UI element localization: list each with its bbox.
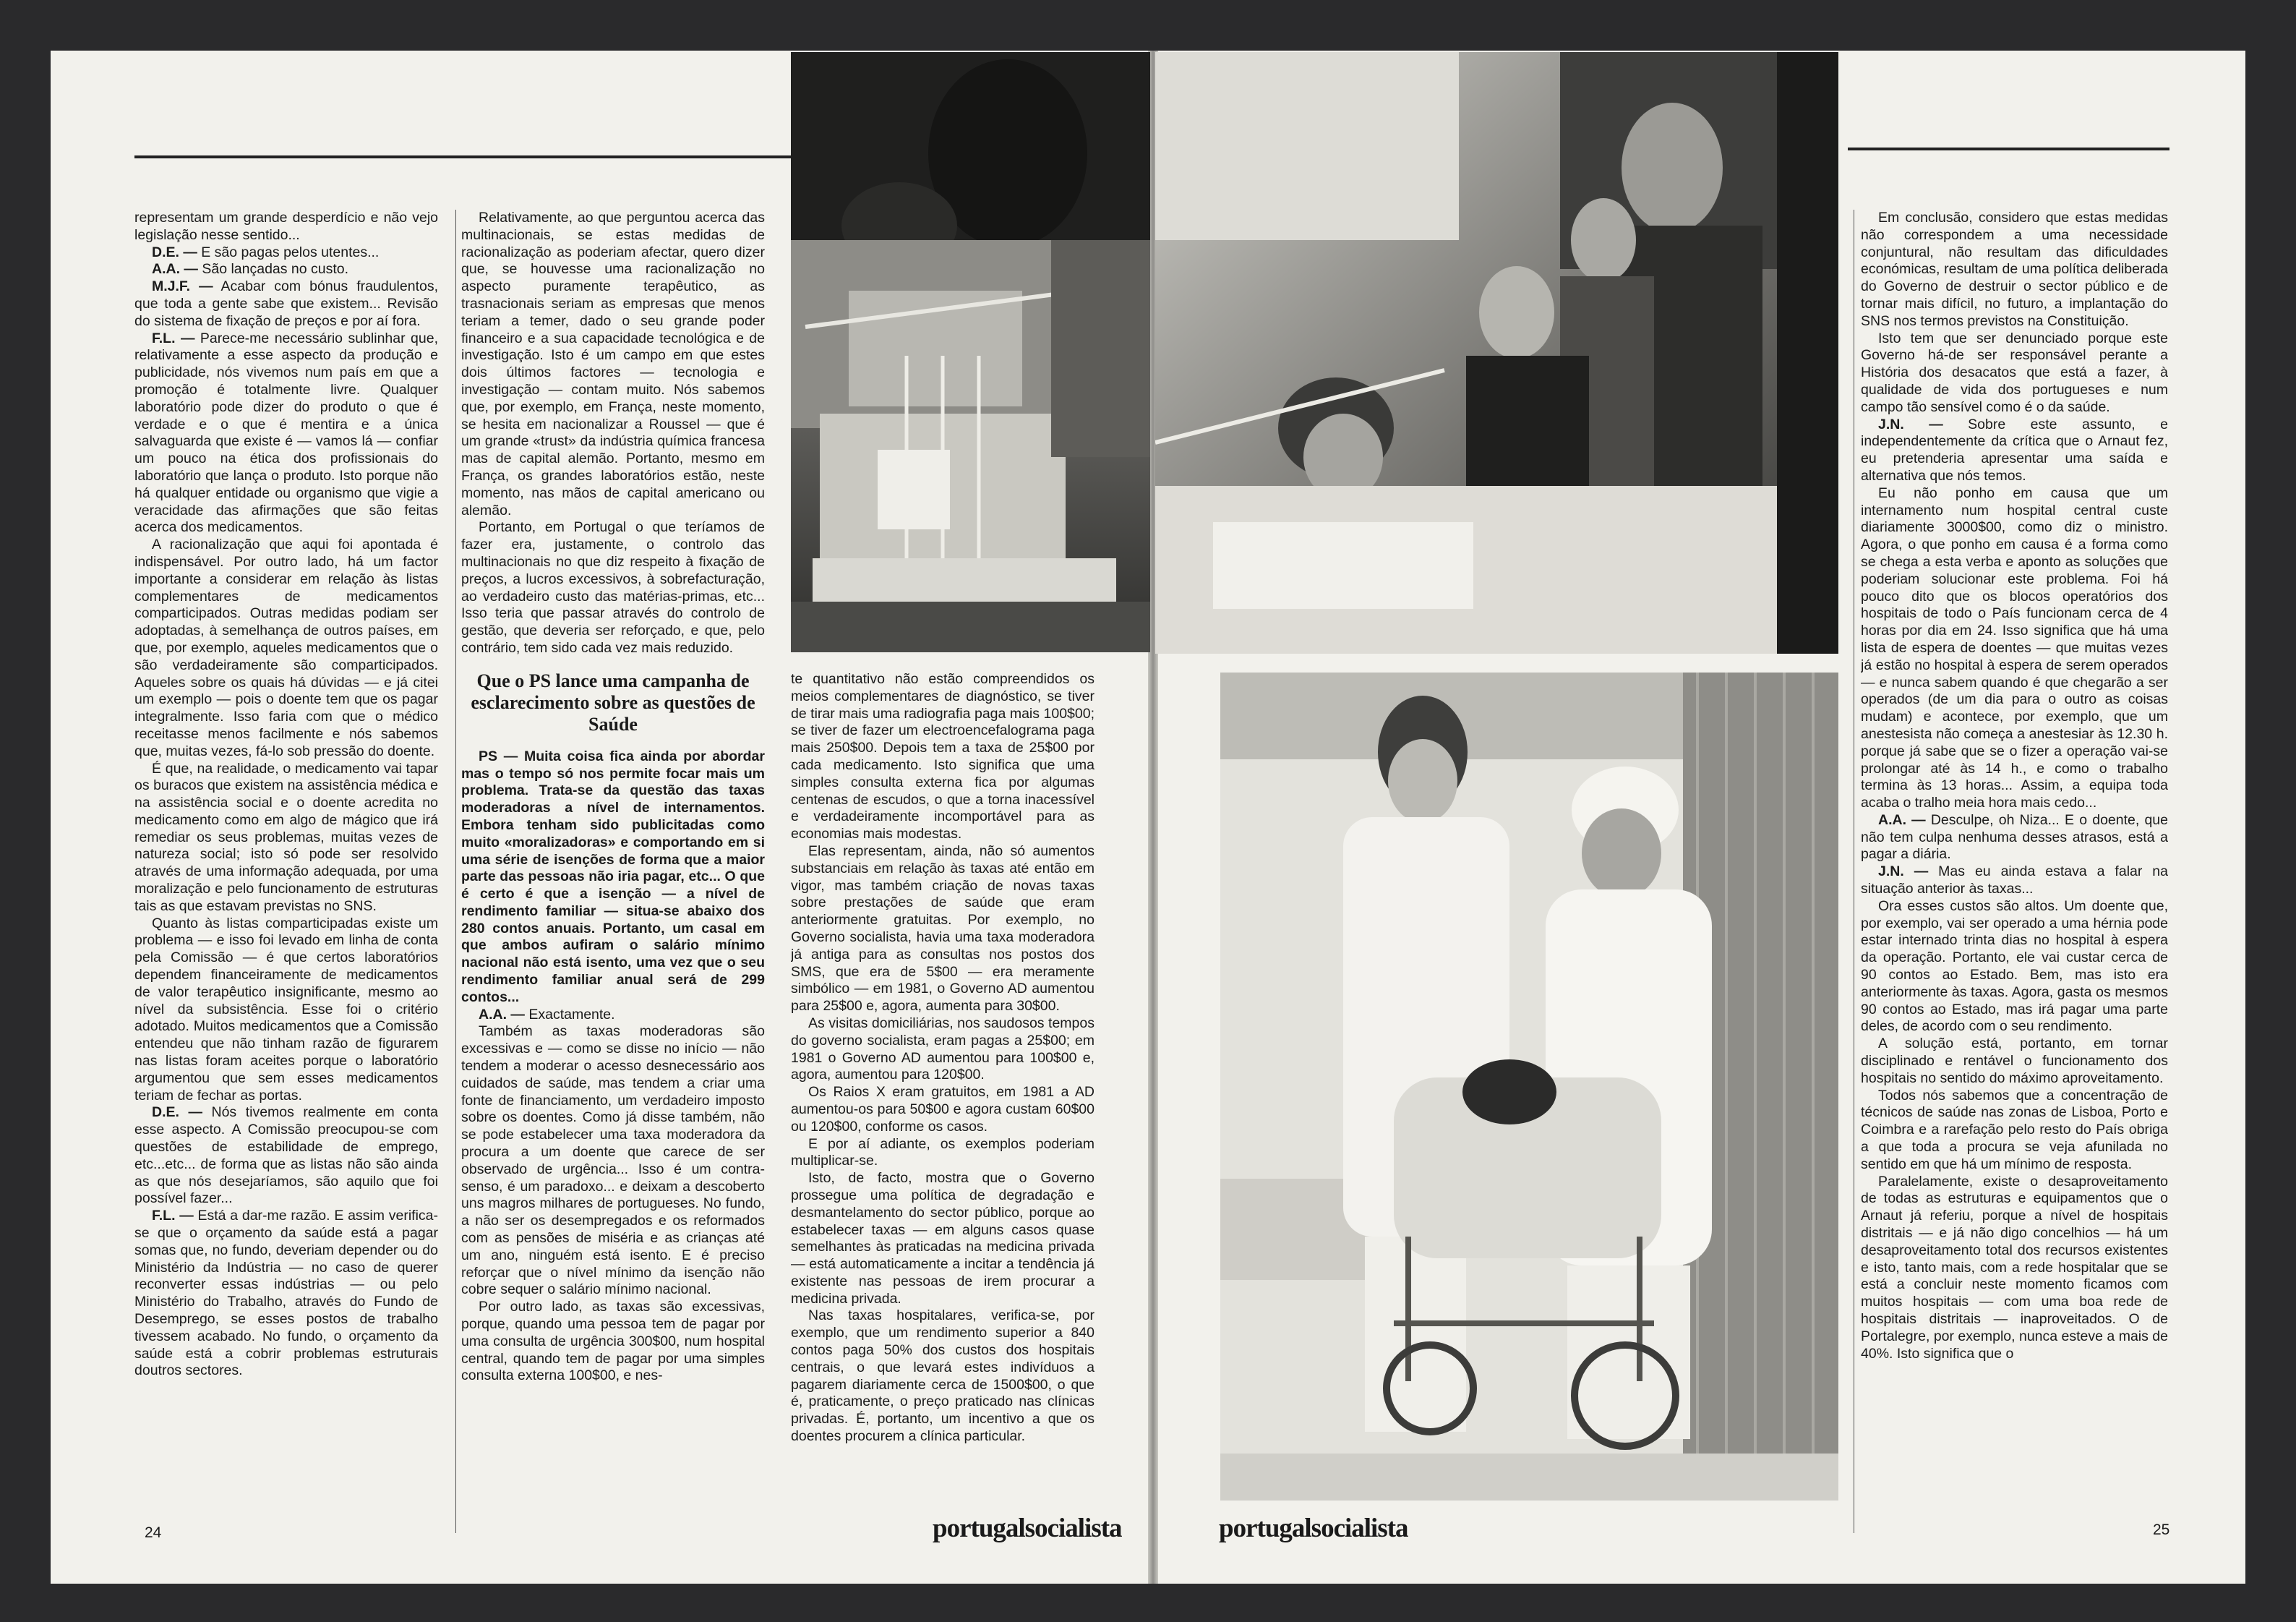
body-paragraph: É que, na realidade, o medicamento vai tapar os buracos que existem na assistência médica e na assistência social e o doente acredita no medicamento como em algo de mágico que irá remediar os seus problemas, muitas vezes de natureza social; isto só pode ser resolvido através de uma informação adequada, por uma moralização e pelo funcionamento de estruturas tais as que estavam previstas no SNS. <box>134 760 438 914</box>
body-paragraph: A racionalização que aqui foi apontada é indispensável. Por outro lado, há um factor importante a considerar em relação às listas complementares de medicamentos comparticipados. Outras medidas podiam ser adoptadas, à semelhança de outros países, em que, por exemplo, aqueles medicamentos que o são verdadeiramente são comparticipados. Aqueles sobre os quais há dúvidas — e já citei um exemplo — pois o doente tem que os pagar integralmente. Isso faria com que o médico receitasse menos facilmente e nós sabemos que, muitas vezes, fá-lo sob pressão do doente. <box>134 537 438 759</box>
speaker-text: Está a dar-me razão. E assim verifica-se que o orçamento da saúde está a pagar somas que, no fundo, deveriam depender ou do Ministério da Indústria — no caso de querer reconverter essas indústrias — ou pelo Ministério do Trabalho, através do Fundo de Desemprego, se esses postos de trabalho tivessem acabado. No fundo, o orçamento da saúde está a cobrir problemas estruturais doutros sectores. <box>134 1208 438 1379</box>
speaker-initials: J.N. — <box>1878 863 1929 880</box>
body-paragraph: Portanto, em Portugal o que teríamos de fazer era, justamente, o controlo das multinacionais no que diz respeito à fixação de preços, a lucros excessivos, à sobrefacturação, ao verdadeiro custo das matérias-primas, etc... Isso teria que passar através do controlo de gestão, que deveria ser reforçado, e que, pelo contrário, tem sido cada vez mais reduzido. <box>461 519 765 656</box>
speaker-initials: A.A. — <box>479 1006 525 1023</box>
header-rule-right <box>1848 148 2169 150</box>
article-column-1 <box>134 210 438 1537</box>
speaker-initials: D.E. — <box>152 1104 202 1121</box>
speaker-text: Mas eu ainda estava a falar na situação anterior às taxas... <box>1861 863 2168 897</box>
speaker-paragraph <box>461 1007 765 1024</box>
speaker-text: São lançadas no custo. <box>197 261 349 278</box>
speaker-paragraph <box>1861 812 2168 863</box>
article-column-3 <box>791 671 1095 1495</box>
body-paragraph: representam um grande desperdício e não vejo legislação nesse sentido... <box>134 210 438 243</box>
header-rule-left <box>134 155 792 158</box>
article-column-4 <box>1861 210 2168 1533</box>
body-paragraph: Isto tem que ser denunciado porque este Governo há-de ser responsável perante a História dos desacatos que está a fazer, à qualidade de vida dos portugueses e num campo tão sensível como é o da saúde. <box>1861 330 2168 415</box>
speaker-initials: J.N. — <box>1878 416 1943 432</box>
speaker-paragraph <box>134 278 438 330</box>
body-paragraph: Ora esses custos são altos. Um doente que, por exemplo, vai ser operado a uma hérnia pode estar internado trinta dias no hospital à espera da operação. Portanto, ele vai custar cerca de 90 contos ao Estado. Bem, mas isto era anteriormente às taxas. Agora, gasta os mesmos 90 contos ao Estado, mas irá pagar uma parte deles, de acordo com o seu rendimento. <box>1861 897 2168 1035</box>
ward-photo-art <box>791 52 1150 652</box>
speaker-initials: A.A. — <box>1878 811 1926 828</box>
column-divider <box>455 210 456 1533</box>
speaker-text: Desculpe, oh Niza... E o doente, que não tem culpa nenhuma desses atrasos, está a pagar a diária. <box>1861 811 2168 863</box>
speaker-text: Sobre este assunto, e independentemente da crítica que o Arnaut fez, eu pretenderia apresentar uma saída e alternativa que nós temos. <box>1861 416 2168 484</box>
speaker-paragraph <box>134 1104 438 1208</box>
body-paragraph: Isto, de facto, mostra que o Governo prossegue uma política de degradação e desmantelamento do sector público, porque ao estabelecer taxas — em alguns casos quase semelhantes às praticadas na medicina privada — está automaticamente a incitar a tendência já existente nas pessoas de irem procurar a medicina privada. <box>791 1170 1095 1307</box>
body-paragraph: A solução está, portanto, em tornar disciplinado e rentável o funcionamento dos hospitais no sentido do máximo aproveitamento. <box>1861 1036 2168 1086</box>
body-paragraph: E por aí adiante, os exemplos poderiam multiplicar-se. <box>791 1135 1095 1169</box>
body-paragraph: te quantitativo não estão compreendidos os meios complementares de diagnóstico, se tiver de tirar mais uma radiografia paga mais 100$00; se tiver de fazer um electroencefalograma paga mais 250$00. Depois tem a taxa de 25$00 por cada medicamento. Isto significa que uma simples consulta externa fica por algumas centenas de escudos, o que a torna inacessível e verdadeiramente incomportável para as economias mais modestas. <box>791 671 1095 842</box>
body-paragraph: Quanto às listas comparticipadas existe um problema — e isso foi levado em linha de conta pela Comissão — é que certos laboratórios dependem financeiramente de medicamentos de valor terapêutico insignificante, mesmo ao nível da subsistência. Esse foi o critério adotado. Muitos medicamentos que a Comissão entendeu que não tinham razão de figurarem nas listas foram aceites porque o laboratório argumentou que sem esses medicamentos teriam de fechar as portas. <box>134 915 438 1104</box>
photo-doctor-nurse-cot <box>1220 673 1838 1501</box>
question-paragraph: PS — Muita coisa fica ainda por abordar mas o tempo só nos permite focar mais um problema. Trata-se da questão das taxas moderadoras a nível de internamentos. Embora tenham sido publicitadas como muito «moralizadoras» e comportando em si uma série de isenções de forma que a maior parte das pessoas não iria pagar, etc... O que é certo é que a isenção — a nível de rendimento familiar — situa-se abaixo dos 280 contos anuais. Portanto, um casal em que ambos aufiram o salário mínimo nacional não está isento, uma vez que o seu rendimento familiar anual será de 299 contos... <box>461 748 765 1005</box>
speaker-paragraph <box>134 244 438 262</box>
body-paragraph: Todos nós sabemos que a concentração de técnicos de saúde nas zonas de Lisboa, Porto e Coimbra e a rarefação pelo resto do País obriga a que toda a procura se veja afunilada no sentido em que há um mínimo de resposta. <box>1861 1087 2168 1172</box>
body-paragraph: Também as taxas moderadoras são excessivas e — como se disse no início — não tendem a moderar o acesso desnecessário aos cuidados de saúde, mas tendem a criar uma fonte de financiamento, um verdadeiro imposto sobre os doentes. Como já disse também, não se pode estabelecer uma taxa moderadora da procura a um doente que carece de ser observado de urgência... Isso é um contra-senso, é um paradoxo... e deixam a descoberto uns magros milhares de portugueses. No fundo, a não ser os desempregados e os reformados com as pensões de miséria e as crianças até um ano, ninguém está isento. E é preciso reforçar que o nível mínimo da isenção não cobre sequer o salário mínimo nacional. <box>461 1023 765 1298</box>
speaker-paragraph <box>134 330 438 537</box>
family-photo-art <box>1155 52 1838 654</box>
page-number-left: 24 <box>145 1524 162 1541</box>
photo-family-visit <box>1155 52 1838 654</box>
speaker-text: E são pagas pelos utentes... <box>197 244 380 260</box>
speaker-paragraph <box>134 261 438 278</box>
body-paragraph: Paralelamente, existe o desaproveitamento de todas as estruturas e equipamentos que o Arnaut já referiu, porque a nível de hospitais distritais — e já não digo concelhios — há um desaproveitamento total dos recursos existentes e isto, tanto mais, com a rede hospitalar que se está a concluir neste momento ficamos com muitos hospitais — com uma boa rede de hospitais distritais — inaproveitados. O de Portalegre, por exemplo, nunca esteve a mais de 40%. Isto significa que o <box>1861 1173 2168 1362</box>
masthead-right: portugalsocialista <box>1219 1514 1408 1543</box>
speaker-text: Exactamente. <box>524 1006 615 1023</box>
body-paragraph: As visitas domiciliárias, nos saudosos tempos do governo socialista, eram pagas a 25$00; em 1981 o Governo AD aumentou para 100$00 e, agora, aumentou para 120$00. <box>791 1015 1095 1083</box>
speaker-initials: D.E. — <box>152 244 197 260</box>
body-paragraph: Eu não ponho em causa que um internamento num hospital central custe diariamente 3000$00, como diz o ministro. Agora, o que ponho em causa é a forma como se chega a esta verba e aponto as soluções que poderiam solucionar este problema. Foi há pouco dito que os blocos operatórios dos hospitais de todo o País funcionam cerca de 4 horas por dia em 24. Isso significa que há uma lista de espera de doentes — que muitas vezes já estão no hospital à espera de serem operados — e nunca sabem quando é que chegarão a ser operados (de um dia para o outro as coisas mudam) e acontece, por exemplo, que um anestesista não começa a anestesiar às 12.30 h. porque já sabe que se o fizer a operação vai-se prolongar até às 14 h., e como o trabalho termina às 13 horas... Assim, a equipa toda acaba o tralho meia hora mais cedo... <box>1861 485 2168 811</box>
speaker-paragraph <box>1861 417 2168 485</box>
masthead-left: portugalsocialista <box>933 1514 1122 1543</box>
article-column-2 <box>461 210 765 1537</box>
speaker-paragraph <box>1861 863 2168 898</box>
body-paragraph: Os Raios X eram gratuitos, em 1981 a AD aumentou-os para 50$00 e agora custam 60$00 ou 120$00, conforme os casos. <box>791 1084 1095 1135</box>
body-paragraph: Nas taxas hospitalares, verifica-se, por exemplo, que um rendimento superior a 840 contos paga 50% dos custos dos hospitais centrais, o que levará estes indivíduos a pagarem diariamente cerca de 1500$00, o que é, praticamente, o preço praticado nas clínicas privadas. É, portanto, um incentivo a que os doentes procurem a clínica particular. <box>791 1307 1095 1445</box>
body-paragraph: Em conclusão, considero que estas medidas não correspondem a uma necessidade conjuntural, não resultam das dificuldades económicas, resultam de uma política deliberada do Governo de destruir o sector público e de tornar mais difícil, no futuro, a implantação do SNS nos termos previstos na Constituição. <box>1861 210 2168 329</box>
speaker-initials: F.L. — <box>152 330 195 346</box>
nurse-photo-art <box>1220 673 1838 1501</box>
body-paragraph: Relativamente, ao que perguntou acerca das multinacionais, se estas medidas de racionalização as poderiam afectar, quero dizer que, se houvesse uma racionalização no aspecto puramente terapêutico, as trasnacionais seriam as empresas que menos teriam a temer, dado o seu grande poder financeiro e a sua capacidade tecnológica e de investigação. Isto é um campo em que estes dois últimos factores — tecnologia e investigação — contam muito. Nós sabemos que, por exemplo, em França, neste momento, se hesita em nacionalizar a Roussel — que é um grande «trust» da indústria química francesa mas de capital alemão. Portanto, mesmo em França, os grandes laboratórios estão, neste momento, nas mãos de capital americano ou alemão. <box>461 210 765 518</box>
body-paragraph: Por outro lado, as taxas são excessivas, porque, quando uma pessoa tem de pagar por uma consulta de urgência 300$00, num hospital central, quando tem de pagar por uma simples consulta externa 100$00, e nes- <box>461 1299 765 1384</box>
body-paragraph: Elas representam, ainda, não só aumentos substanciais em relação às taxas até então em vigor, mas também criação de novas taxas sobre prestações de saúde que eram anteriormente gratuitas. Por exemplo, no Governo socialista, havia uma taxa moderadora já antiga para as consultas nos postos dos SMS, que era de 5$00 — era meramente simbólico — em 1981, o Governo AD aumentou para 25$00 e, agora, aumenta para 30$00. <box>791 842 1095 1015</box>
speaker-text: Parece-me necessário sublinhar que, relativamente a esse aspecto da produção e publicidade, nós vivemos num país em que a promoção é totalmente livre. Qualquer laboratório pode dizer do produto o que é verdade e o que é mentira e a única salvaguarda que existe é — vamos lá — confiar um pouco na ética dos profissionais do laboratório que lança o produto. Isto porque não há qualquer entidade ou organismo que vigie a veracidade das afirmações que são feitas acerca dos medicamentos. <box>134 330 438 536</box>
photo-hospital-ward <box>791 52 1150 652</box>
speaker-text: Nós tivemos realmente em conta esse aspecto. A Comissão preocupou-se com questões de estabilidade de emprego, etc...etc... de forma que as listas não são ainda as que nós desejaríamos, são aquilo que foi possível fazer... <box>134 1104 438 1207</box>
speaker-initials: F.L. — <box>152 1208 194 1224</box>
speaker-initials: M.J.F. — <box>152 278 213 295</box>
section-heading: Que o PS lance uma campanha de esclarecimento sobre as questões de Saúde <box>471 670 755 735</box>
speaker-paragraph <box>134 1208 438 1380</box>
page-number-right: 25 <box>2153 1521 2170 1538</box>
speaker-initials: A.A. — <box>152 261 198 278</box>
speaker-text: Acabar com bónus fraudulentos, que toda a gente sabe que existem... Revisão do sistema de fixação de preços e por aí fora. <box>134 278 438 329</box>
